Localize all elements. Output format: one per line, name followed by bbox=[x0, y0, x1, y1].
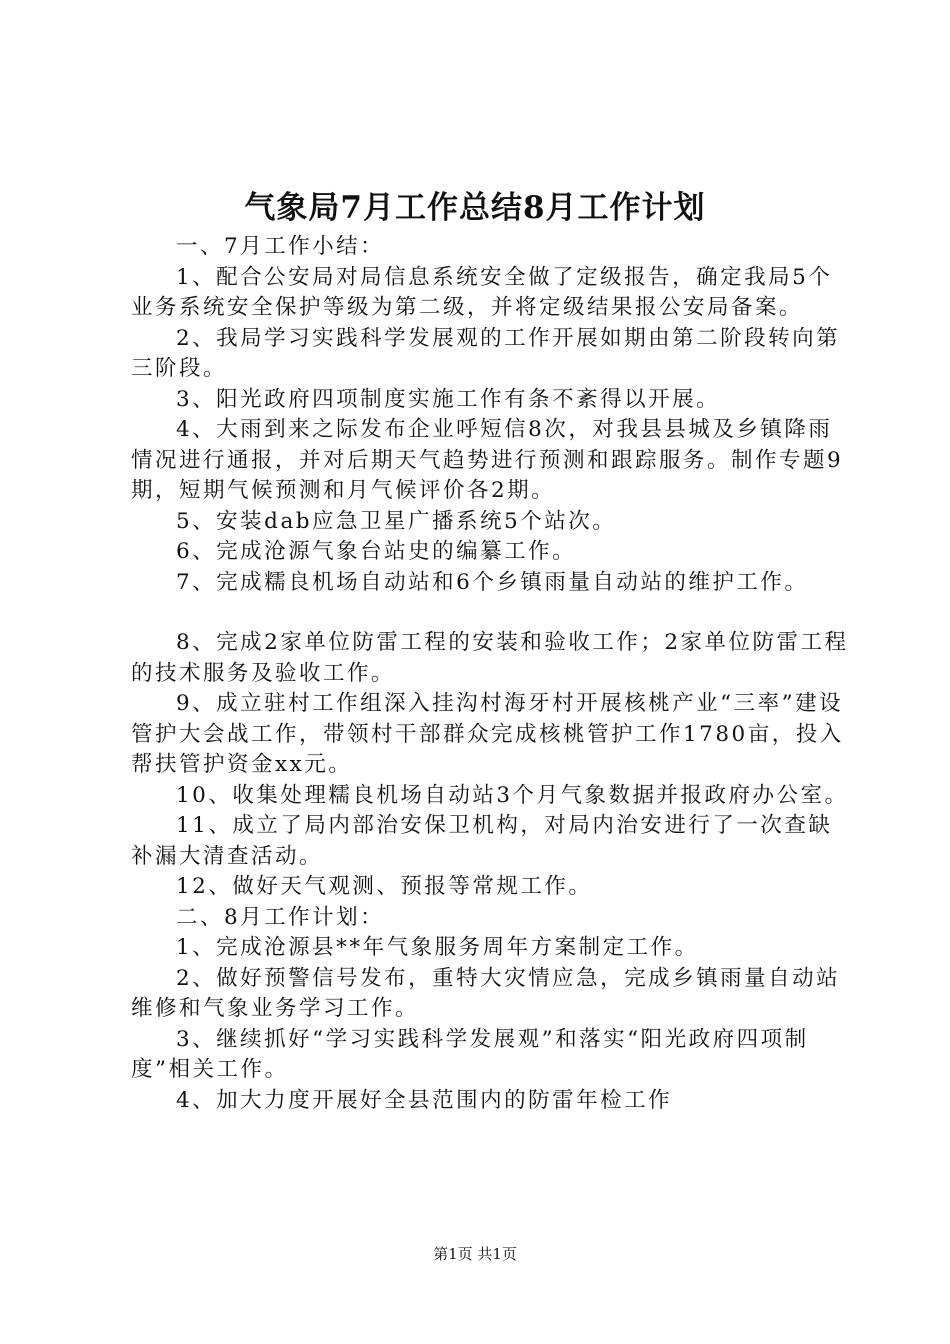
section-heading-august-plan: 二、8月工作计划： bbox=[176, 904, 385, 930]
document-body bbox=[131, 232, 851, 1116]
paragraph: 6、完成沧源气象台站史的编纂工作。 bbox=[176, 539, 577, 564]
document-title: 气象局7月工作总结8月工作计划 bbox=[244, 190, 706, 226]
paragraph: 7、完成糯良机场自动站和6个乡镇雨量自动站的维护工作。 bbox=[176, 569, 809, 595]
paragraph: 4、大雨到来之际发布企业呼短信8次，对我县县城及乡镇降雨情况进行通报，并对后期天气趋势进行预测和跟踪服务。制作专题9期，短期气候预测和月气候评价各2期。 bbox=[131, 417, 844, 503]
paragraph: 10、收集处理糯良机场自动站3个月气象数据并报政府办公室。 bbox=[176, 782, 849, 808]
page-number-footer: 第1页 共1页 bbox=[433, 1245, 517, 1263]
paragraph: 3、阳光政府四项制度实施工作有条不紊得以开展。 bbox=[176, 386, 721, 412]
paragraph: 5、安装dab应急卫星广播系统5个站次。 bbox=[176, 508, 617, 534]
paragraph: 2、我局学习实践科学发展观的工作开展如期由第二阶段转向第三阶段。 bbox=[131, 325, 841, 381]
paragraph: 4、加大力度开展好全县范围内的防雷年检工作 bbox=[176, 1087, 673, 1113]
paragraph: 1、完成沧源县**年气象服务周年方案制定工作。 bbox=[176, 935, 699, 960]
paragraph: 3、继续抓好“学习实践科学发展观”和落实“阳光政府四项制度”相关工作。 bbox=[131, 1026, 809, 1082]
paragraph: 8、完成2家单位防雷工程的安装和验收工作；2家单位防雷工程的技术服务及验收工作。 bbox=[131, 630, 849, 686]
paragraph: 1、配合公安局对局信息系统安全做了定级报告，确定我局5个业务系统安全保护等级为第二级，并将定级结果报公安局备案。 bbox=[131, 264, 833, 320]
section-heading-july-summary: 一、7月工作小结： bbox=[176, 234, 385, 259]
paragraph: 9、成立驻村工作组深入挂沟村海牙村开展核桃产业“三率”建设管护大会战工作，带领村干部群众完成核桃管护工作1780亩，投入帮扶管护资金xx元。 bbox=[131, 691, 844, 777]
paragraph: 12、做好天气观测、预报等常规工作。 bbox=[176, 874, 593, 899]
paragraph: 11、成立了局内部治安保卫机构，对局内治安进行了一次查缺补漏大清查活动。 bbox=[131, 813, 833, 869]
paragraph: 2、做好预警信号发布，重特大灾情应急，完成乡镇雨量自动站维修和气象业务学习工作。 bbox=[131, 965, 841, 1021]
